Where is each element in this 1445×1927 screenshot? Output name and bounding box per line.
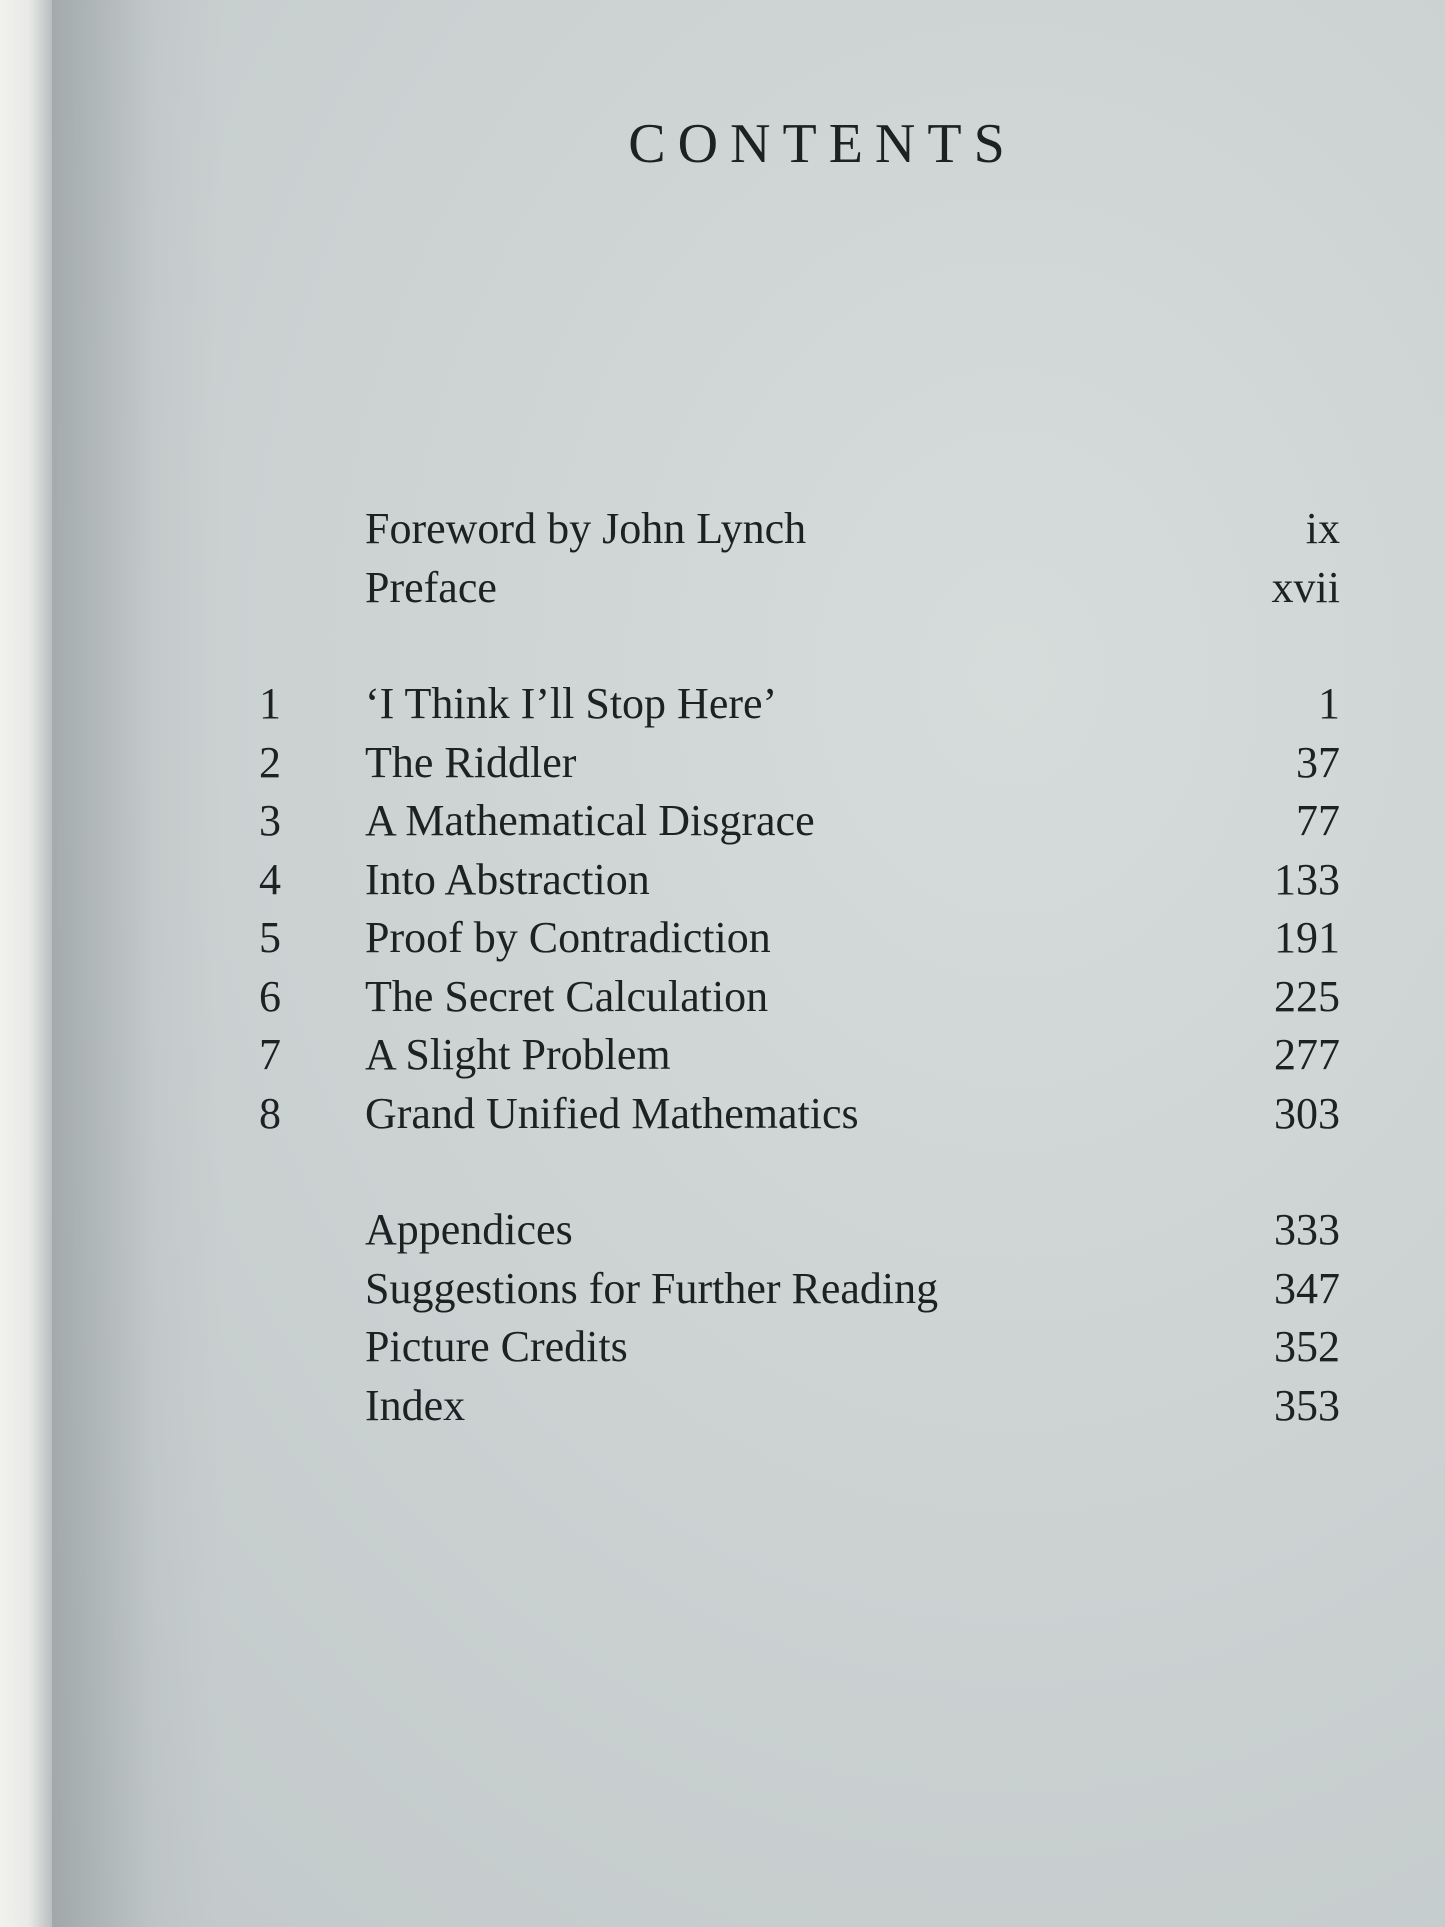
facing-page-edge (0, 0, 52, 1927)
chapter-number: 6 (259, 971, 281, 1021)
toc-entry-page: 277 (1274, 1030, 1340, 1079)
toc-entry-preface (300, 559, 1340, 618)
toc-entry-foreword (300, 500, 1340, 559)
toc-entry-further-reading (300, 1260, 1340, 1319)
toc-entry-page: 133 (1274, 854, 1340, 904)
chapter-number: 8 (259, 1088, 281, 1138)
back-matter-list (300, 1201, 1340, 1435)
toc-entry-label: Proof by Contradiction (365, 913, 771, 962)
toc-entry-label: Into Abstraction (365, 854, 650, 904)
toc-entry-chapter-5 (259, 909, 1340, 968)
toc-entry-page: 1 (1318, 679, 1340, 728)
toc-entry-page: 191 (1274, 913, 1340, 962)
table-of-contents (259, 500, 1340, 1435)
front-matter-list (300, 500, 1340, 617)
chapter-number: 2 (259, 737, 281, 787)
toc-entry-chapter-8 (259, 1085, 1340, 1144)
toc-entry-appendices (300, 1201, 1340, 1260)
toc-entry-chapter-2 (259, 734, 1340, 793)
toc-entry-label: A Mathematical Disgrace (365, 796, 815, 845)
toc-entry-page: xvii (1271, 562, 1340, 612)
toc-entry-page: 225 (1274, 971, 1340, 1021)
toc-entry-page: 347 (1274, 1263, 1340, 1313)
toc-entry-label: Picture Credits (365, 1322, 628, 1371)
toc-entry-page: 353 (1274, 1380, 1340, 1430)
toc-entry-page: 77 (1296, 796, 1340, 845)
toc-entry-page: 303 (1274, 1088, 1340, 1138)
toc-entry-label: ‘I Think I’ll Stop Here’ (365, 679, 778, 728)
page-title: CONTENTS (628, 113, 1017, 175)
toc-entry-chapter-6 (259, 968, 1340, 1027)
gutter-shadow (52, 0, 222, 1927)
toc-entry-label: Suggestions for Further Reading (365, 1263, 939, 1313)
toc-entry-label: Appendices (365, 1205, 573, 1254)
toc-entry-index (300, 1377, 1340, 1436)
toc-entry-page: 352 (1274, 1322, 1340, 1371)
chapter-number: 7 (259, 1030, 281, 1079)
toc-entry-chapter-1 (259, 675, 1340, 734)
toc-entry-label: Grand Unified Mathematics (365, 1088, 859, 1138)
toc-entry-label: Preface (365, 562, 497, 612)
chapter-number: 3 (259, 796, 281, 845)
toc-entry-picture-credits (300, 1318, 1340, 1377)
chapter-number: 1 (259, 679, 281, 728)
toc-entry-page: ix (1305, 504, 1340, 553)
toc-entry-label: The Riddler (365, 737, 577, 787)
toc-entry-label: The Secret Calculation (365, 971, 769, 1021)
chapter-number: 5 (259, 913, 281, 962)
toc-entry-page: 37 (1296, 737, 1340, 787)
toc-entry-page: 333 (1274, 1205, 1340, 1254)
chapter-number: 4 (259, 854, 281, 904)
toc-entry-chapter-7 (259, 1026, 1340, 1085)
toc-entry-label: A Slight Problem (365, 1030, 671, 1079)
toc-entry-label: Index (365, 1380, 466, 1430)
toc-entry-chapter-4 (259, 851, 1340, 910)
toc-entry-label: Foreword by John Lynch (365, 504, 807, 553)
toc-entry-chapter-3 (259, 792, 1340, 851)
chapter-list (259, 675, 1340, 1143)
